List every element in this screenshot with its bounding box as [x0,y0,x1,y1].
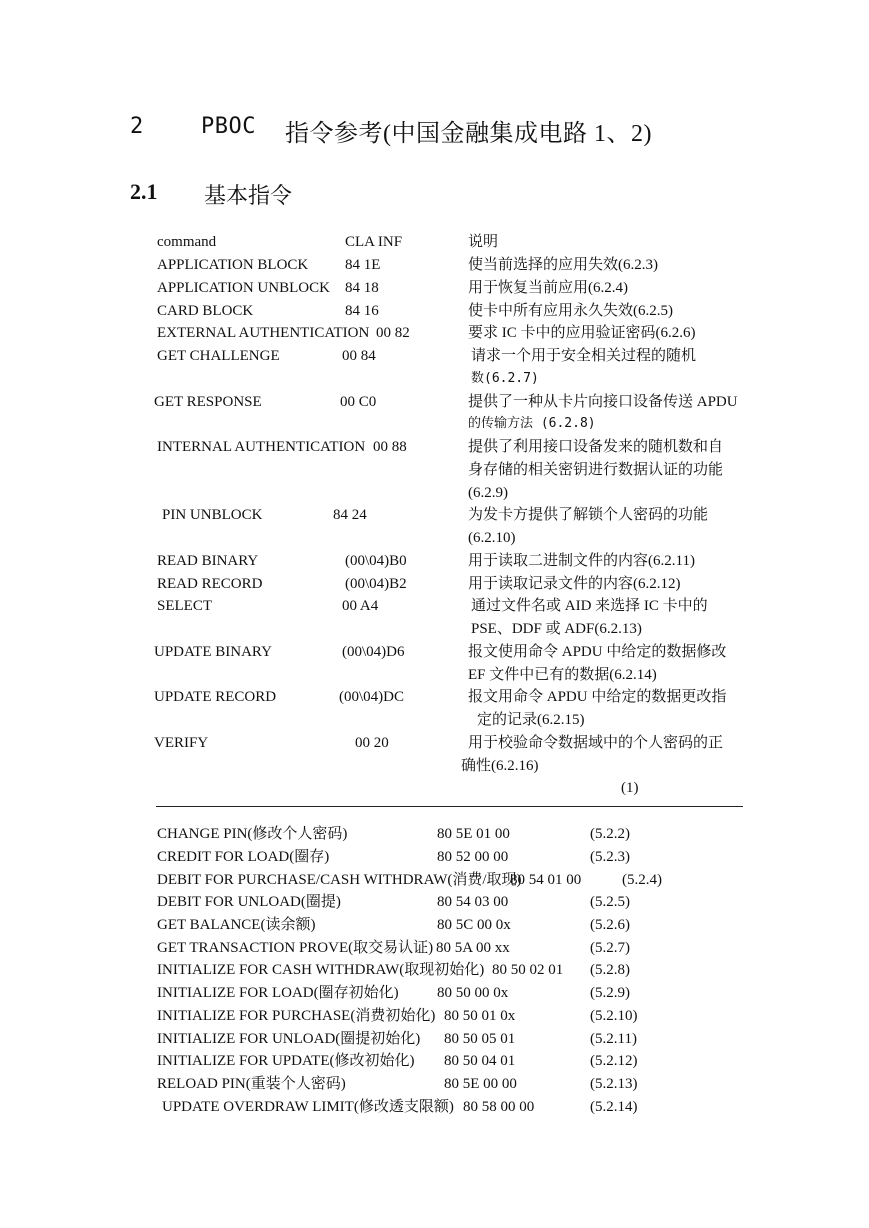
table2-cmd: DEBIT FOR PURCHASE/CASH WITHDRAW(消费/取现) [157,872,522,888]
table1-desc-cont: (6.2.9) [468,485,508,501]
table1-header-desc: 说明 [468,234,499,250]
table1-desc: 用于读取记录文件的内容(6.2.12) [468,576,681,592]
table2-code: 80 50 04 01 [444,1053,516,1069]
table2-code: 80 52 00 00 [437,849,509,865]
section-heading [130,113,144,140]
table2-ref: (5.2.7) [590,940,630,956]
table1-desc: 请求一个用于安全相关过程的随机 [471,348,697,364]
table2-ref: (5.2.6) [590,917,630,933]
table1-desc: 为发卡方提供了解锁个人密码的功能 [468,507,709,523]
table1-cmd: APPLICATION BLOCK [157,257,309,273]
table1-cmd: UPDATE RECORD [154,689,277,705]
table1-cmd: EXTERNAL AUTHENTICATION [157,325,370,341]
table2-ref: (5.2.5) [590,894,630,910]
table1-cmd: UPDATE BINARY [154,644,272,660]
table1-desc-cont: 身存储的相关密钥进行数据认证的功能 [468,462,724,478]
table2-cmd: CHANGE PIN(修改个人密码) [157,826,348,842]
table1-desc [468,391,738,413]
table1-desc: 用于恢复当前应用(6.2.4) [468,280,628,296]
section-title: 指令参考(中国金融集成电路 1、2) [285,121,652,147]
subsection-number: 2.1 [130,179,158,204]
table1-desc-cont: 的传输方法 (6.2.8) [468,416,596,431]
table2-code: 80 54 01 00 [510,872,582,888]
table1-header-cla: CLA INF [345,234,403,250]
table1-cmd: GET CHALLENGE [157,348,280,364]
table1-desc-cont: PSE、DDF 或 ADF(6.2.13) [471,621,642,637]
table1-cmd: APPLICATION UNBLOCK [157,280,330,296]
table2-cmd: CREDIT FOR LOAD(圈存) [157,849,330,865]
table1-code: 00 C0 [340,394,377,410]
table1-desc: 使卡中所有应用永久失效(6.2.5) [468,303,673,319]
table2-code: 80 50 02 01 [492,962,564,978]
table2-ref: (5.2.9) [590,985,630,1001]
table2-code: 80 50 05 01 [444,1031,516,1047]
table2-ref: (5.2.3) [590,849,630,865]
table2-cmd: GET TRANSACTION PROVE(取交易认证) [157,940,434,956]
section-title-prefix: PBOC [201,114,256,139]
table1-desc-text: 提供了一种从卡片向接口设备传送 APDU [468,394,738,410]
table1-desc: 提供了利用接口设备发来的随机数和自 [468,439,724,455]
table1-desc-cont: 数(6.2.7) [471,371,539,386]
table2-cmd: UPDATE OVERDRAW LIMIT(修改透支限额) [162,1099,454,1115]
subsection-title: 基本指令 [204,183,293,208]
table2-ref: (5.2.14) [590,1099,638,1115]
table2-cmd: DEBIT FOR UNLOAD(圈提) [157,894,341,910]
table2-code: 80 5C 00 0x [437,917,511,933]
table1-cmd: INTERNAL AUTHENTICATION [157,439,366,455]
table1-code: 00 88 [373,439,407,455]
table1-code: 00 20 [355,735,389,751]
table1-cmd: GET RESPONSE [154,394,262,410]
table2-ref: (5.2.10) [590,1008,638,1024]
table2-cmd: INITIALIZE FOR PURCHASE(消费初始化) [157,1008,436,1024]
table1-code: 84 24 [333,507,367,523]
table1-desc-cont: 定的记录(6.2.15) [477,712,585,728]
table1-cmd: VERIFY [154,735,209,751]
table1-desc: 要求 IC 卡中的应用验证密码(6.2.6) [468,325,696,341]
table2-code: 80 5E 00 00 [444,1076,517,1092]
table1-code: 84 1E [345,257,381,273]
table1-code: (00\04)DC [339,689,404,705]
table1-desc: 使当前选择的应用失效(6.2.3) [468,257,658,273]
table1-code: 84 16 [345,303,379,319]
table1-desc: 用于读取二进制文件的内容(6.2.11) [468,553,695,569]
table2-cmd: INITIALIZE FOR CASH WITHDRAW(取现初始化) [157,962,485,978]
table1-desc: 通过文件名或 AID 来选择 IC 卡中的 [471,598,708,614]
table1-code: (00\04)B0 [345,553,407,569]
table1-desc-cont: EF 文件中已有的数据(6.2.14) [468,667,657,683]
table2-code: 80 50 01 0x [444,1008,516,1024]
table2-cmd: RELOAD PIN(重装个人密码) [157,1076,346,1092]
table1-cmd: READ BINARY [157,553,259,569]
table2-ref: (5.2.11) [590,1031,637,1047]
table2-ref: (5.2.2) [590,826,630,842]
table1-desc: 报文用命令 APDU 中给定的数据更改指 [468,689,727,705]
section-divider [156,806,743,807]
table1-cmd: CARD BLOCK [157,303,254,319]
table1-desc-cont: (6.2.10) [468,530,516,546]
table2-code: 80 50 00 0x [437,985,509,1001]
table1-code: (00\04)D6 [342,644,405,660]
table2-code: 80 5A 00 xx [436,940,510,956]
section-number: 2 [130,114,144,139]
table2-ref: (5.2.4) [622,872,662,888]
table1-header-command: command [157,234,217,250]
table2-cmd: INITIALIZE FOR UPDATE(修改初始化) [157,1053,415,1069]
table2-cmd: INITIALIZE FOR UNLOAD(圈提初始化) [157,1031,421,1047]
table1-desc: 用于校验命令数据域中的个人密码的正 [468,735,724,751]
table2-cmd: GET BALANCE(读余额) [157,917,316,933]
table2-code: 80 58 00 00 [463,1099,535,1115]
table1-desc-cont: 确性(6.2.16) [461,758,539,774]
table2-code: 80 54 03 00 [437,894,509,910]
table2-ref: (5.2.8) [590,962,630,978]
table1-cmd: READ RECORD [157,576,263,592]
table2-cmd: INITIALIZE FOR LOAD(圈存初始化) [157,985,399,1001]
table1-footnote: (1) [621,780,639,796]
table1-code: 00 A4 [342,598,379,614]
table2-ref: (5.2.12) [590,1053,638,1069]
table1-cmd: PIN UNBLOCK [162,507,263,523]
table2-code: 80 5E 01 00 [437,826,510,842]
table1-code: 84 18 [345,280,379,296]
table1-code: 00 82 [376,325,410,341]
table2-ref: (5.2.13) [590,1076,638,1092]
table1-code: (00\04)B2 [345,576,407,592]
table1-code: 00 84 [342,348,376,364]
table1-desc: 报文使用命令 APDU 中给定的数据修改 [468,644,727,660]
table1-cmd: SELECT [157,598,212,614]
